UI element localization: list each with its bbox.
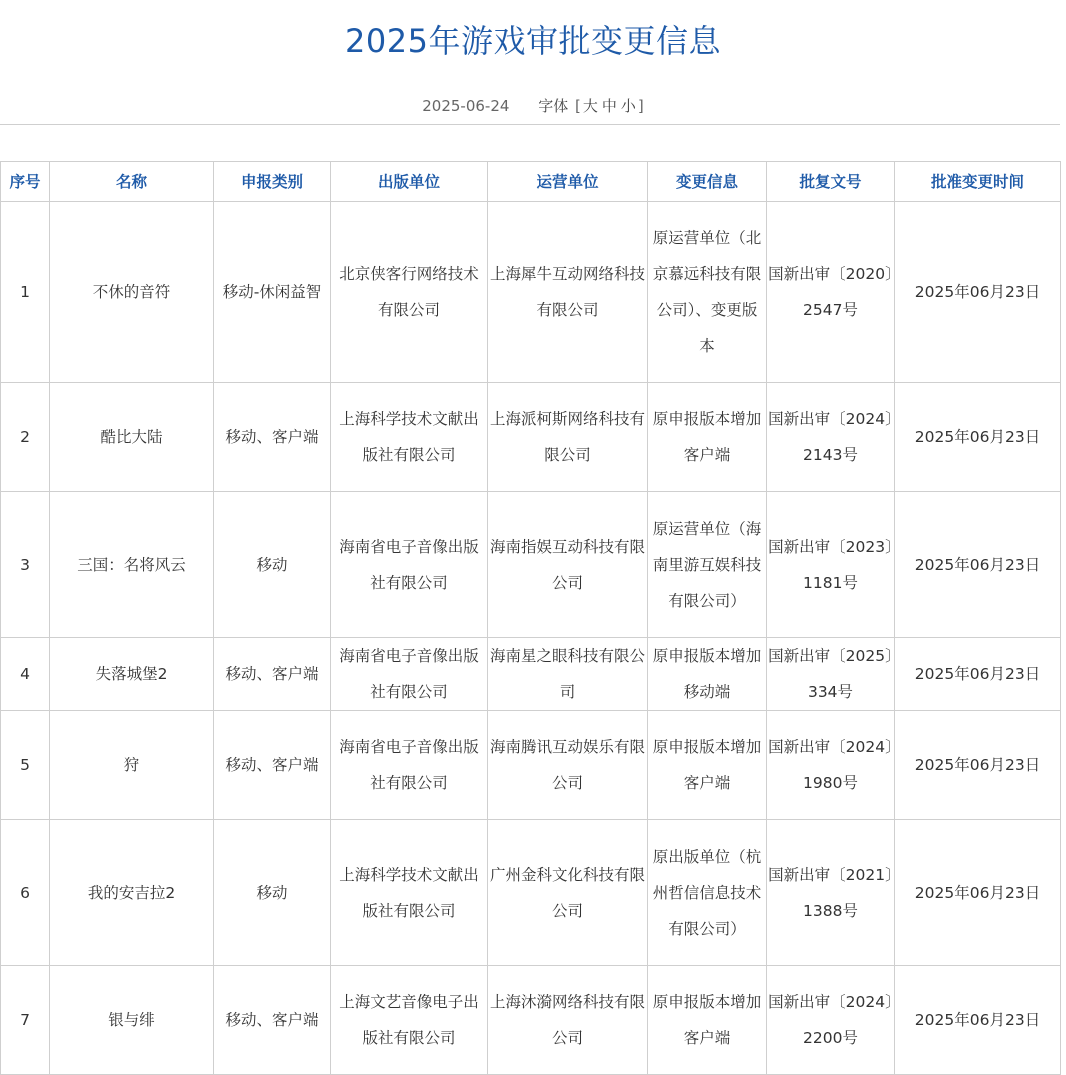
header-publisher: 出版单位 [331, 162, 488, 202]
cell-category: 移动-休闲益智 [214, 202, 331, 383]
cell-name: 银与绯 [50, 966, 214, 1075]
cell-publisher: 北京侠客行网络技术有限公司 [331, 202, 488, 383]
cell-operator: 上海犀牛互动网络科技有限公司 [488, 202, 648, 383]
font-size-switcher: 字体 [ 大 中 小 ] [538, 97, 644, 115]
header-approval-date: 批准变更时间 [895, 162, 1061, 202]
table-row [1, 492, 1061, 638]
cell-approval-no: 国新出审〔2024〕1980号 [767, 711, 895, 820]
font-size-label: 字体 [538, 97, 569, 115]
cell-publisher: 海南省电子音像出版社有限公司 [331, 711, 488, 820]
cell-change-info: 原申报版本增加移动端 [648, 638, 767, 711]
approval-change-table [0, 161, 1061, 1075]
cell-approval-date: 2025年06月23日 [895, 820, 1061, 966]
cell-publisher: 上海科学技术文献出版社有限公司 [331, 383, 488, 492]
cell-name: 我的安吉拉2 [50, 820, 214, 966]
font-size-small[interactable]: 小 [620, 97, 636, 115]
header-category: 申报类别 [214, 162, 331, 202]
cell-index: 6 [1, 820, 50, 966]
cell-approval-date: 2025年06月23日 [895, 638, 1061, 711]
font-size-large[interactable]: 大 [582, 97, 598, 115]
cell-approval-no: 国新出审〔2024〕2200号 [767, 966, 895, 1075]
cell-change-info: 原运营单位（海南里游互娱科技有限公司） [648, 492, 767, 638]
cell-index: 2 [1, 383, 50, 492]
page-title: 2025年游戏审批变更信息 [345, 22, 721, 60]
cell-index: 3 [1, 492, 50, 638]
table-row [1, 638, 1061, 711]
cell-publisher: 上海科学技术文献出版社有限公司 [331, 820, 488, 966]
cell-index: 7 [1, 966, 50, 1075]
cell-approval-no: 国新出审〔2021〕1388号 [767, 820, 895, 966]
cell-category: 移动、客户端 [214, 966, 331, 1075]
cell-category: 移动 [214, 820, 331, 966]
cell-index: 4 [1, 638, 50, 711]
cell-category: 移动、客户端 [214, 383, 331, 492]
divider [0, 124, 1060, 125]
cell-change-info: 原出版单位（杭州哲信信息技术有限公司） [648, 820, 767, 966]
table-row [1, 820, 1061, 966]
cell-approval-no: 国新出审〔2020〕2547号 [767, 202, 895, 383]
publish-date: 2025-06-24 [422, 97, 510, 115]
cell-publisher: 海南省电子音像出版社有限公司 [331, 492, 488, 638]
cell-publisher: 上海文艺音像电子出版社有限公司 [331, 966, 488, 1075]
cell-category: 移动、客户端 [214, 638, 331, 711]
cell-category: 移动 [214, 492, 331, 638]
cell-operator: 海南腾讯互动娱乐有限公司 [488, 711, 648, 820]
header-name: 名称 [50, 162, 214, 202]
article-meta [0, 95, 1066, 116]
cell-approval-no: 国新出审〔2023〕1181号 [767, 492, 895, 638]
cell-approval-no: 国新出审〔2025〕334号 [767, 638, 895, 711]
cell-operator: 上海沐漪网络科技有限公司 [488, 966, 648, 1075]
cell-approval-date: 2025年06月23日 [895, 492, 1061, 638]
cell-name: 失落城堡2 [50, 638, 214, 711]
cell-name: 狩 [50, 711, 214, 820]
table-row [1, 966, 1061, 1075]
table-header-row [1, 162, 1061, 202]
cell-category: 移动、客户端 [214, 711, 331, 820]
header-operator: 运营单位 [488, 162, 648, 202]
cell-approval-date: 2025年06月23日 [895, 383, 1061, 492]
header-approval-no: 批复文号 [767, 162, 895, 202]
header-index: 序号 [1, 162, 50, 202]
cell-index: 5 [1, 711, 50, 820]
cell-change-info: 原申报版本增加客户端 [648, 711, 767, 820]
cell-operator: 海南星之眼科技有限公司 [488, 638, 648, 711]
cell-name: 不休的音符 [50, 202, 214, 383]
font-size-medium[interactable]: 中 [601, 97, 617, 115]
cell-operator: 广州金科文化科技有限公司 [488, 820, 648, 966]
cell-approval-date: 2025年06月23日 [895, 711, 1061, 820]
cell-change-info: 原运营单位（北京慕远科技有限公司）、变更版本 [648, 202, 767, 383]
cell-operator: 上海派柯斯网络科技有限公司 [488, 383, 648, 492]
cell-name: 三国：名将风云 [50, 492, 214, 638]
header-change-info: 变更信息 [648, 162, 767, 202]
cell-change-info: 原申报版本增加客户端 [648, 383, 767, 492]
cell-approval-date: 2025年06月23日 [895, 966, 1061, 1075]
cell-name: 酷比大陆 [50, 383, 214, 492]
cell-index: 1 [1, 202, 50, 383]
cell-change-info: 原申报版本增加客户端 [648, 966, 767, 1075]
cell-publisher: 海南省电子音像出版社有限公司 [331, 638, 488, 711]
table-row [1, 202, 1061, 383]
table-row [1, 711, 1061, 820]
table-row [1, 383, 1061, 492]
cell-approval-no: 国新出审〔2024〕2143号 [767, 383, 895, 492]
cell-operator: 海南指娱互动科技有限公司 [488, 492, 648, 638]
cell-approval-date: 2025年06月23日 [895, 202, 1061, 383]
